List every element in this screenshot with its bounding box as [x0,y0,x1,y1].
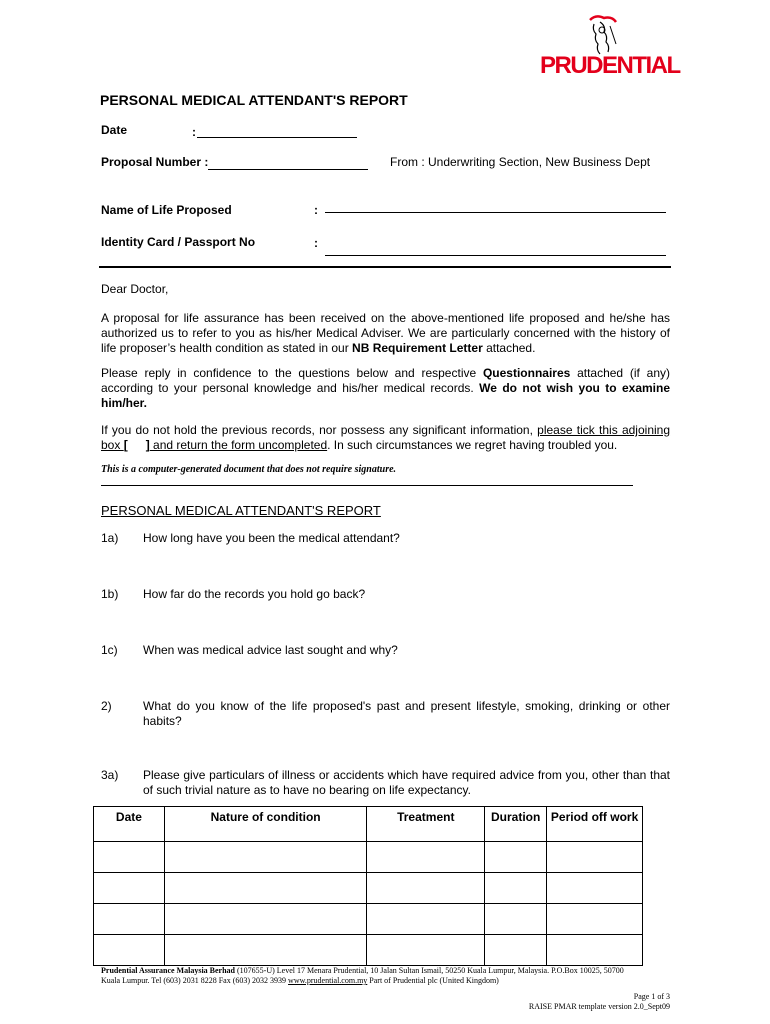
table-header-row [94,807,643,842]
table-cell[interactable] [94,935,165,966]
life-proposed-label: Name of Life Proposed [101,203,232,217]
question-1c-text: When was medical advice last sought and why? [143,643,398,657]
life-proposed-colon: : [314,203,318,217]
col-header-treatment: Treatment [367,807,485,842]
table-cell[interactable] [94,842,165,873]
date-label: Date [101,123,128,137]
header-divider [99,266,671,268]
table-row [94,873,643,904]
table-row [94,904,643,935]
report-heading: PERSONAL MEDICAL ATTENDANT'S REPORT [101,503,381,518]
prudential-logo-figure-icon [582,14,622,56]
table-cell[interactable] [485,842,547,873]
table-cell[interactable] [367,904,485,935]
table-cell[interactable] [485,873,547,904]
table-cell[interactable] [164,873,367,904]
table-cell[interactable] [485,904,547,935]
proposal-number-label: Proposal Number : [101,155,209,169]
website-link[interactable]: www.prudential.com.my [288,976,368,985]
id-passport-field[interactable] [325,255,666,256]
question-3a-number: 3a) [101,768,119,782]
table-cell[interactable] [164,842,367,873]
date-field[interactable] [197,137,357,138]
question-1c-number: 1c) [101,643,118,657]
table-cell[interactable] [485,935,547,966]
table-cell[interactable] [547,904,643,935]
table-row [94,935,643,966]
template-version: RAISE PMAR template version 2.0_Sept09 [528,1002,670,1011]
page-number: Page 1 of 3 [633,992,670,1001]
col-header-date: Date [94,807,165,842]
table-cell[interactable] [547,873,643,904]
page-title: PERSONAL MEDICAL ATTENDANT'S REPORT [100,92,408,108]
from-text: From : Underwriting Section, New Business Dept [390,155,651,169]
proposal-number-field[interactable] [208,169,368,170]
paragraph-3: If you do not hold the previous records, nor possess any significant information, please tick this adjoining box [ ] and return the form uncompleted. In such circumstances we regret having troubled you. [101,423,671,452]
question-1a-text: How long have you been the medical attendant? [143,531,400,545]
computer-generated-notice: This is a computer-generated document that does not require signature. [101,464,397,475]
table-cell[interactable] [94,873,165,904]
life-proposed-field[interactable] [325,212,666,213]
question-2-number: 2) [101,699,112,713]
question-3a-text: Please give particulars of illness or accidents which have required advice from you, other than that of such trivial nature as to have no bearing on life expectancy. [143,768,670,797]
question-1b-number: 1b) [101,587,119,601]
id-passport-colon: : [314,236,318,250]
col-header-period-off-work: Period off work [547,807,643,842]
notice-divider [101,485,633,486]
question-2-text: What do you know of the life proposed's past and present lifestyle, smoking, drinking or other habits? [143,699,670,728]
table-cell[interactable] [367,935,485,966]
table-cell[interactable] [367,873,485,904]
prudential-logo-text: PRUDENTIAL [540,52,680,79]
table-cell[interactable] [94,904,165,935]
question-1b-text: How far do the records you hold go back? [143,587,366,601]
col-header-duration: Duration [485,807,547,842]
illness-particulars-table [93,806,643,966]
date-colon: : [192,125,196,139]
paragraph-1: A proposal for life assurance has been received on the above-mentioned life proposed and he/she has authorized us to refer to you as his/her Medical Adviser. We are particularly concerned with the history of life proposer’s health condition as stated in our NB Requirement Letter attached. [101,311,670,355]
table-cell[interactable] [547,935,643,966]
question-1a-number: 1a) [101,531,119,545]
table-cell[interactable] [164,904,367,935]
table-cell[interactable] [547,842,643,873]
id-passport-label: Identity Card / Passport No [101,235,256,249]
table-cell[interactable] [367,842,485,873]
table-cell[interactable] [164,935,367,966]
paragraph-2: Please reply in confidence to the questions below and respective Questionnaires attached (if any) according to your personal knowledge and his/her medical records. We do not wish you to examine him/her. [101,366,671,410]
greeting: Dear Doctor, [101,282,169,296]
table-row [94,842,643,873]
company-footer: Prudential Assurance Malaysia Berhad (107655-U) Level 17 Menara Prudential, 10 Jalan Sultan Ismail, 50250 Kuala Lumpur, Malaysia. P.O.Box 10025, 50700 Kuala Lumpur. Tel (603) 2031 8228 Fax (603) 2032 3939 www.prudential.com.my Part of Prudential plc (United Kingdom) [101,966,624,985]
col-header-nature: Nature of condition [164,807,367,842]
